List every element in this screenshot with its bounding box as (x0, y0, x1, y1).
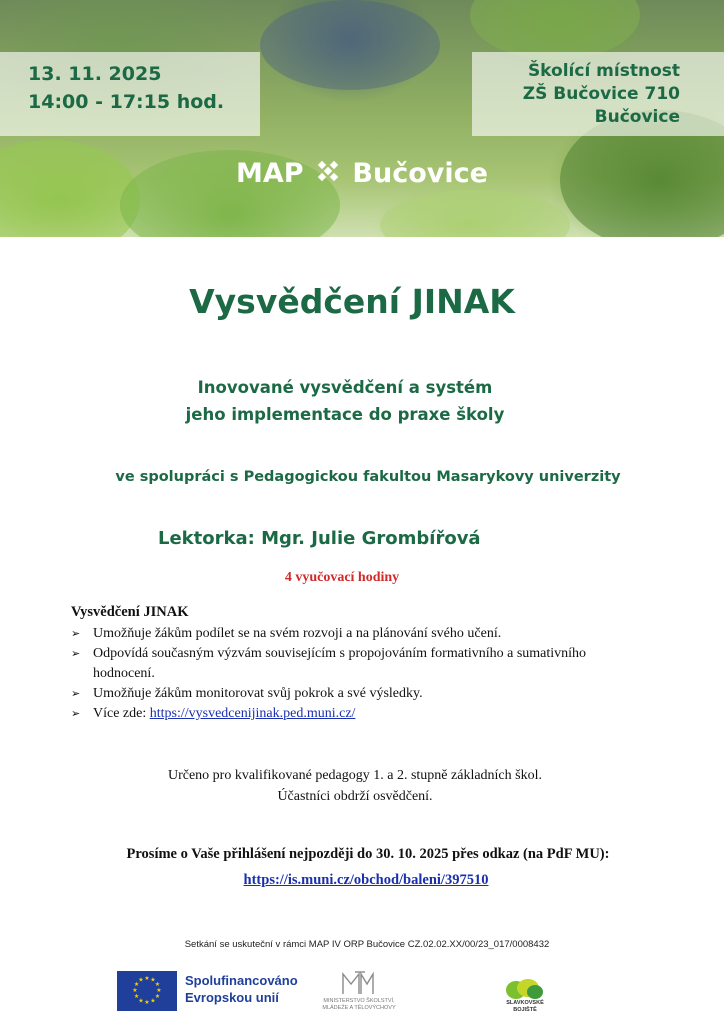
audience-line-2: Účastníci obdrží osvědčení. (277, 789, 433, 804)
map-logo (0, 158, 724, 189)
date-panel (0, 52, 260, 136)
list-item: ➢ Umožňuje žákům monitorovat svůj pokrok a své výsledky. (71, 684, 651, 704)
eu-flag-icon (117, 971, 177, 1011)
hours-badge: 4 vyučovací hodiny (284, 570, 400, 585)
cooperation-line: ve spolupráci s Pedagogickou fakultou Masarykovy univerzity (115, 469, 621, 485)
subtitle-line-2: jeho implementace do praxe školy (185, 405, 505, 424)
leaf-shape (470, 0, 640, 60)
project-website-link[interactable]: https://vysvedcenijinak.ped.muni.cz/ (149, 706, 356, 721)
place-line-2: ZŠ Bučovice 710 (522, 84, 680, 104)
leaf-shape (380, 190, 570, 237)
arrow-bullet-icon: ➢ (71, 627, 81, 640)
registration-link[interactable]: https://is.muni.cz/obchod/baleni/397510 (243, 872, 489, 888)
more-prefix: Více zde: (93, 706, 150, 721)
list-item: ➢ Umožňuje žákům podílet se na svém rozvoji a na plánování svého učení. (71, 624, 651, 644)
place-line-3: Bučovice (594, 107, 680, 127)
svg-text:★: ★ (154, 981, 161, 988)
arrow-bullet-icon: ➢ (71, 687, 81, 700)
svg-text:★: ★ (150, 976, 156, 984)
arrow-bullet-icon: ➢ (71, 707, 81, 720)
svg-text:★: ★ (132, 987, 138, 994)
event-time: 14:00 - 17:15 hod. (28, 91, 225, 113)
svg-text:★: ★ (133, 993, 140, 1000)
svg-text:★: ★ (138, 997, 144, 1005)
subtitle-line-1: Inovované vysvědčení a systém (197, 378, 493, 397)
brand-left: MAP (236, 158, 304, 189)
map-cross-icon (317, 158, 339, 189)
hero-banner (0, 0, 724, 237)
svg-text:★: ★ (138, 976, 144, 984)
svg-text:★: ★ (156, 987, 162, 994)
details-heading: Vysvědčení JINAK (71, 604, 189, 620)
lecturer-name: Lektorka: Mgr. Julie Grombířová (158, 528, 481, 549)
registration-text: Prosíme o Vaše přihlášení nejpozději do 30. 10. 2025 přes odkaz (na PdF MU): (126, 846, 610, 862)
svg-text:★: ★ (144, 975, 150, 982)
details-list (71, 624, 651, 724)
eu-cofunding-label: Spolufinancováno Evropskou unií (185, 973, 298, 1005)
registration-link-wrap (0, 872, 724, 889)
list-item (71, 704, 651, 724)
arrow-bullet-icon: ➢ (71, 647, 81, 660)
slavkov-label: SLAVKOVSKÉ BOJIŠTĚ (506, 1000, 544, 1013)
ministry-label: MINISTERSTVO ŠKOLSTVÍ, MLÁDEŽE A TĚLOVÝCHOVY (322, 998, 396, 1011)
svg-text:★: ★ (154, 993, 161, 1000)
brand-right: Bučovice (352, 158, 488, 189)
place-panel (472, 52, 724, 136)
svg-text:★: ★ (133, 981, 140, 988)
event-date: 13. 11. 2025 (28, 63, 162, 85)
svg-text:★: ★ (150, 997, 156, 1005)
audience-line-1: Určeno pro kvalifikované pedagogy 1. a 2. stupně základních škol. (167, 768, 542, 783)
list-item: ➢ Odpovídá současným výzvám souvisejícím s propojováním formativního a sumativního hodnocení. (71, 646, 587, 681)
svg-text:★: ★ (144, 999, 150, 1006)
leaf-shape (260, 0, 440, 90)
event-title: Vysvědčení JINAK (189, 282, 515, 321)
place-line-1: Školící místnost (527, 61, 680, 81)
msmt-emblem-icon (339, 970, 379, 998)
funding-note: Setkání se uskuteční v rámci MAP IV ORP Bučovice CZ.02.02.XX/00/23_017/0008432 (184, 939, 550, 950)
